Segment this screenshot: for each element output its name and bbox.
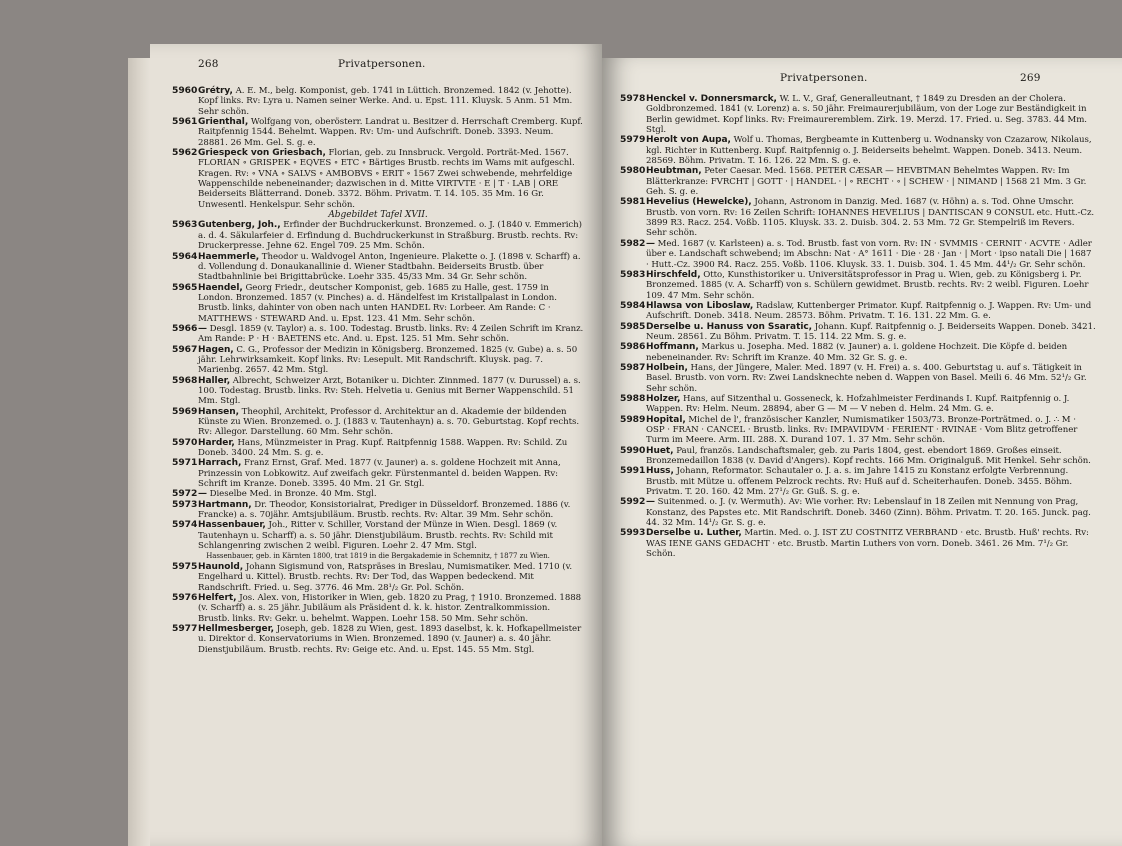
entry-text: Theodor u. Waldvogel Anton, Ingenieure. Plakette o. J. (1898 v. Scharff) a. d. Vollendung d. Donaukanallinie d. Wiener Stadtbahn. Beiderseits Brustb. über Stadtbahnlinie bei Brigittabrücke. Loehr 335. 45/33 Mm. 34 Gr. Sehr schön.	[198, 251, 581, 283]
page-number-right: 269	[1020, 72, 1041, 84]
entry-name: Holbein,	[646, 362, 688, 373]
entry-text: Wolf u. Thomas, Bergbeamte in Kuttenberg u. Wodnansky von Czazarow, Nikolaus, kgl. Richter in Kuttenberg. Kupf. Raitpfennig o. J. Beiderseits behelmt. Wappen. Doneb. 3413. Neum. 28569. Böhm. Privatm. T. 16. 126. 22 Mm. S. g. e.	[646, 135, 1092, 167]
entry-number: 5985	[620, 320, 646, 332]
catalog-entry	[620, 446, 1096, 467]
entry-name: Harder,	[198, 437, 235, 448]
entry-number: 5966	[172, 322, 198, 334]
entry-number: 5978	[620, 93, 646, 104]
catalog-entry	[172, 220, 584, 251]
entry-number: 5972	[172, 488, 198, 500]
entry-name: Derselbe u. Luther,	[646, 528, 742, 539]
entry-number: 5987	[620, 361, 646, 373]
entry-number: 5968	[172, 374, 198, 386]
entry-number: 5971	[172, 457, 198, 469]
entry-name: —	[646, 497, 655, 508]
entry-text: Wolfgang von, oberösterr. Landrat u. Besitzer d. Herrschaft Cremberg. Kupf. Raitpfennig 1544. Behelmt. Wappen. Rv: Um- und Aufschrift. Doneb. 3393. Neum. 28881. 26 Mm. Gel. S. g. e.	[198, 117, 583, 148]
catalog-entry	[620, 528, 1096, 559]
entry-name: —	[646, 238, 655, 249]
entry-name: Harrach,	[198, 458, 242, 469]
entry-name: Derselbe u. Hanuss von Ssaratic,	[646, 321, 813, 332]
entry-name: Hartmann,	[198, 499, 252, 510]
entry-number: 5961	[172, 116, 198, 128]
entry-number: 5981	[620, 196, 646, 208]
entry-number: 5962	[172, 147, 198, 159]
entry-text: Peter Caesar. Med. 1568. PETER CÆSAR — HEVBTMAN Behelmtes Wappen. Rv: Im Blätterkranze: FVRCHT | GOTT · | HANDEL · | ∘ RECHT · ∘ | SCHEW · | NIMAND | 1568 21 Mm. 3 Gr. Geh. S. g. e.	[646, 166, 1087, 198]
catalog-entry	[172, 117, 584, 148]
catalog-entry	[172, 407, 584, 438]
entry-name: Hellmesberger,	[198, 623, 275, 634]
entry-number: 5979	[620, 134, 646, 146]
catalog-entry	[172, 489, 584, 499]
catalog-entry	[172, 345, 584, 376]
entry-name: Hansen,	[198, 406, 239, 417]
entry-text: Erfinder der Buchdruckerkunst. Bronzemed. o. J. (1840 v. Emmerich) a. d. 4. Säkularfeier d. Erfindung d. Buchdruckerkunst in Straßburg. Brustb. rechts. Rv: Druckerpresse. Jehne 62. Engel 709. 25 Mm. Schön.	[198, 220, 582, 252]
entry-name: Hassenbauer,	[198, 520, 266, 531]
catalog-entry	[620, 322, 1096, 343]
entry-number: 5974	[172, 519, 198, 531]
entry-name: Hagen,	[198, 344, 234, 355]
entry-text: Radslaw, Kuttenberger Primator. Kupf. Raitpfennig o. J. Wappen. Rv: Um- und Aufschrift. Doneb. 3418. Neum. 28573. Böhm. Privatm. T. 16. 131. 22 Mm. G. e.	[646, 300, 1092, 322]
entry-name: Griespeck von Griesbach,	[198, 148, 326, 159]
entry-text: Paul, französ. Landschaftsmaler, geb. zu Paris 1804, gest. ebendort 1869. Großes einseit. Bronzemedaillon 1838 (v. David d'Angers). Kopf rechts. 166 Mm. Originalguß. Mit Henkel. Sehr schön.	[646, 445, 1091, 467]
entry-text: Hans, auf Sitzenthal u. Gosseneck, k. Hofzahlmeister Ferdinands I. Kupf. Raitpfennig o. J. Wappen. Rv: Helm. Neum. 28894, aber G — M — V neben d. Helm. 24 Mm. G. e.	[646, 393, 1070, 415]
entry-text: Georg Friedr., deutscher Komponist, geb. 1685 zu Halle, gest. 1759 in London. Bronzemed. 1857 (v. Pinches) a. d. Händelfest im Kristallpalast in London. Brustb. links, dahinter von oben nach unten HANDEL Rv: Lorbeer. Am Rande: C · MATTHEWS · STEWARD And. u. Epst. 123. 41 Mm. Sehr schön.	[198, 282, 557, 324]
entry-text: Desgl. 1859 (v. Taylor) a. s. 100. Todestag. Brustb. links. Rv: 4 Zeilen Schrift im Kranz. Am Rande: P · H · BAETENS etc. And. u. Epst. 125. 51 Mm. Sehr schön.	[198, 323, 584, 345]
entry-name: Haendel,	[198, 282, 243, 293]
entry-name: Grienthal,	[198, 117, 249, 128]
entry-number: 5975	[172, 560, 198, 572]
entry-text: Hans, der Jüngere, Maler. Med. 1897 (v. H. Frei) a. s. 400. Geburtstag u. auf s. Tätigkeit in Basel. Brustb. von vorn. Rv: Zwei Landsknechte neben d. Wappen von Basel. Meili 6. 46 Mm. 52¹/₂ Gr. Sehr schön.	[646, 362, 1087, 394]
entry-text: Albrecht, Schweizer Arzt, Botaniker u. Dichter. Zinnmed. 1877 (v. Durussel) a. s. 100. Todestag. Brustb. links. Rv: Steh. Helvetia u. Genius mit Berner Wappenschild. 51 Mm. Stgl.	[198, 375, 581, 407]
entry-number: 5960	[172, 85, 198, 96]
entry-number: 5977	[172, 622, 198, 634]
catalog-entry	[620, 239, 1096, 270]
catalog-entry	[620, 166, 1096, 197]
catalog-entry	[172, 562, 584, 593]
entry-name: Gutenberg, Joh.,	[198, 220, 281, 231]
catalog-entry	[620, 497, 1096, 528]
entry-number: 5991	[620, 465, 646, 477]
entry-name: Hirschfeld,	[646, 269, 701, 280]
catalog-entry	[620, 270, 1096, 301]
entry-name: Haemmerle,	[198, 251, 260, 262]
catalog-entry	[620, 197, 1096, 238]
entry-number: 5963	[172, 219, 198, 231]
entry-name: —	[198, 323, 207, 334]
entry-name: Helfert,	[198, 592, 237, 603]
catalog-entry	[172, 500, 584, 521]
catalog-entry	[172, 148, 584, 210]
entry-text: Theophil, Architekt, Professor d. Architektur an d. Akademie der bildenden Künste zu Wien. Bronzemed. o. J. (1883 v. Tautenhayn) a. s. 70. Geburtstag. Kopf rechts. Rv: Allegor. Darstellung. 60 Mm. Sehr schön.	[198, 406, 580, 438]
entry-number: 5973	[172, 498, 198, 510]
entry-text: Johann Sigismund von, Ratspräses in Breslau, Numismatiker. Med. 1710 (v. Engelhard u. Kittel). Brustb. rechts. Rv: Der Tod, das Wappen bedeckend. Mit Randschrift. Fried. u. Seg. 3776. 46 Mm. 28¹/₂ Gr. Pol. Schön.	[198, 561, 573, 593]
entry-name: Grétry,	[198, 86, 233, 96]
catalog-entry	[620, 466, 1096, 497]
entry-name: Herolt von Aupa,	[646, 135, 731, 146]
entry-name: Hlawsa von Liboslaw,	[646, 300, 754, 311]
running-head-left: Privatpersonen.	[338, 58, 426, 70]
catalog-entry	[172, 283, 584, 324]
catalog-entry	[620, 363, 1096, 394]
page-number-left: 268	[198, 58, 219, 70]
catalog-entry	[620, 342, 1096, 363]
catalog-entry	[172, 252, 584, 283]
entry-number: 5980	[620, 165, 646, 177]
entry-name: Holzer,	[646, 393, 681, 404]
catalog-entry	[620, 94, 1096, 135]
entry-name: Haller,	[198, 375, 231, 386]
entry-list-left	[172, 86, 584, 655]
entry-name: Huss,	[646, 466, 674, 477]
catalog-entry	[172, 438, 584, 459]
entry-name: Henckel v. Donnersmarck,	[646, 94, 777, 104]
catalog-entry	[620, 135, 1096, 166]
catalog-entry	[172, 86, 584, 117]
entry-text: Johann, Reformator. Schautaler o. J. a. s. im Jahre 1415 zu Konstanz erfolgte Verbrennung. Brustb. mit Mütze u. offenem Pelzrock rechts. Rv: Huß auf d. Scheiterhaufen. Doneb. 3455. Böhm. Privatm. T. 20. 160. 42 Mm. 27¹/₂ Gr. Guß. S. g. e.	[646, 466, 1073, 498]
entry-number: 5992	[620, 496, 646, 508]
entry-text: W. L. V., Graf, Generalleutnant, † 1849 zu Dresden an der Cholera. Goldbronzemed. 1841 (v. Lorenz) a. s. 50 jähr. Freimaurerjubiläum, von der Loge zur Beständigkeit in Berlin gewidmet. Kopf links. Rv: Freimaureremblem. Zirk. 19. Merzd. 17. Fried. u. Seg. 3783. 44 Mm. Stgl.	[646, 94, 1087, 136]
catalog-entry	[620, 301, 1096, 322]
entry-text: Jos. Alex. von, Historiker in Wien, geb. 1820 zu Prag, † 1910. Bronzemed. 1888 (v. Scharff) a. s. 25 jähr. Jubiläum als Präsident d. k. k. histor. Zentralkommission. Brustb. links. Rv: Gekr. u. behelmt. Wappen. Loehr 158. 50 Mm. Sehr schön.	[198, 592, 582, 624]
entry-text: C. G., Professor der Medizin in Königsberg. Bronzemed. 1825 (v. Gube) a. s. 50 jähr. Lehrwirksamkeit. Kopf links. Rv: Lesepult. Mit Randschrift. Kluysk. pag. 7. Marienbg. 2657. 42 Mm. Stgl.	[198, 344, 578, 376]
catalog-entry	[172, 624, 584, 655]
entry-list-right	[620, 94, 1096, 559]
entry-text: Michel de l', französischer Kanzler, Numismatiker 1503/73. Bronze-Porträtmed. o. J. ∴ M · OSP · FRAN · CANCEL · Brustb. links. Rv: IMPAVIDVM · FERIENT · RVINAE · Vom Blitz getroffener Turm im Meere. Arm. III. 288. X. Durand 107. 1. 37 Mm. Sehr schön.	[646, 414, 1078, 446]
right-page	[602, 58, 1122, 846]
catalog-entry	[172, 324, 584, 345]
page-edge	[128, 58, 150, 846]
catalog-entry	[172, 520, 584, 551]
left-page	[150, 44, 602, 846]
entry-number: 5989	[620, 413, 646, 425]
entry-number: 5965	[172, 281, 198, 293]
entry-number: 5970	[172, 436, 198, 448]
entry-text: Hans, Münzmeister in Prag. Kupf. Raitpfennig 1588. Wappen. Rv: Schild. Zu Doneb. 3400. 24 Mm. S. g. e.	[198, 437, 568, 459]
entry-number: 5982	[620, 237, 646, 249]
entry-text: Franz Ernst, Graf. Med. 1877 (v. Jauner) a. s. goldene Hochzeit mit Anna, Prinzessin von Lobkowitz. Auf zweifach gekr. Fürstenmantel d. beiden Wappen. Rv: Schrift im Kranze. Doneb. 3395. 40 Mm. 21 Gr. Stgl.	[198, 458, 561, 490]
entry-text: Johann, Astronom in Danzig. Med. 1687 (v. Höhn) a. s. Tod. Ohne Umschr. Brustb. von vorn. Rv: 16 Zeilen Schrift: IOHANNES HEVELIUS | DANTISCAN 9 CONSUL etc. Hutt.-Cz. 3899 R3. Racz. 254. Voßb. 1105. Kluysk. 33. 2. Duisb. 304. 2. 53 Mm. 72 Gr. Stempelriß im Revers. Sehr schön.	[646, 197, 1095, 239]
entry-number: 5983	[620, 268, 646, 280]
entry-number: 5993	[620, 527, 646, 539]
entry-text: Markus u. Josepha. Med. 1882 (v. Jauner) a. i. goldene Hochzeit. Die Köpfe d. beiden nebeneinander. Rv: Schrift im Kranze. 40 Mm. 32 Gr. S. g. e.	[646, 342, 1068, 363]
catalog-entry	[620, 415, 1096, 446]
entry-text: Dieselbe Med. in Bronze. 40 Mm. Stgl.	[206, 489, 377, 500]
entry-name: —	[198, 489, 207, 500]
entry-text: Johann. Kupf. Raitpfennig o. J. Beiderseits Wappen. Doneb. 3421. Neum. 28561. Zu Böhm. Privatm. T. 15. 114. 22 Mm. S. g. e.	[646, 321, 1096, 342]
entry-text: Joh., Ritter v. Schiller, Vorstand der Münze in Wien. Desgl. 1869 (v. Tautenhayn u. Scharff) a. s. 50 jähr. Dienstjubiläum. Brustb. rechts. Rv: Schild mit Schlangenring zwischen 2 weibl. Figuren. Loehr 2. 47 Mm. Stgl.	[198, 520, 558, 552]
entry-text: Joseph, geb. 1828 zu Wien, gest. 1893 daselbst, k. k. Hofkapellmeister u. Direktor d. Konservatoriums in Wien. Bronzemed. 1890 (v. Jauner) a. s. 40 jähr. Dienstjubiläum. Brustb. rechts. Rv: Geige etc. And. u. Epst. 145. 55 Mm. Stgl.	[198, 623, 582, 655]
entry-text: Florian, geb. zu Innsbruck. Vergold. Porträt-Med. 1567. FLORIAN ∘ GRISPEK ∘ EQVES ∘ ETC ∘ Bärtiges Brustb. rechts im Wams mit aufgeschl. Kragen. Rv: ∘ VNA ∘ SALVS ∘ AMBOBVS ∘ ERIT ∘ 1567 Zwei schwebende, mehrfeldige Wappenschilde nebeneinander; dazwischen in d. Mitte VIRTVTE · E | T · LAB | ORE Beiderseits Blätterrand. Doneb. 3372. Böhm. Privatm. T. 14. 105. 35 Mm. 16 Gr. Unwesentl. Henkelspur. Sehr schön.	[198, 148, 575, 210]
entry-number: 5988	[620, 392, 646, 404]
entry-text: Med. 1687 (v. Karlsteen) a. s. Tod. Brustb. fast von vorn. Rv: IN · SVMMIS · CERNIT · ACVTE · Adler über e. Landschaft schwebend; im Abschn: Nat · A° 1611 · Die · 28 · Jan · | Mort · ipso natali Die | 1687 · Hutt.-Cz. 3900 R4. Racz. 255. Voßb. 1106. Kluysk. 33. 1. Duisb. 304. 1. 45 Mm. 44¹/₂ Gr. Sehr schön.	[646, 238, 1092, 270]
entry-text: Martin. Med. o. J. IST ZU COSTNITZ VERBRAND · etc. Brustb. Huß' rechts. Rv: WAS IENE GANS GEDACHT · etc. Brustb. Martin Luthers von vorn. Doneb. 3461. 26 Mm. 7¹/₂ Gr. Schön.	[646, 528, 1089, 560]
entry-text: Suitenmed. o. J. (v. Wermuth). Av: Wie vorher. Rv: Lebenslauf in 18 Zeilen mit Nennung von Prag, Konstanz, des Papstes etc. Mit Randschrift. Doneb. 3460 (Zinn). Böhm. Privatm. T. 20. 165. Junck. pag. 44. 32 Mm. 14¹/₂ Gr. S. g. e.	[646, 497, 1091, 529]
footnote: Hassenbauer, geb. in Kärnten 1800, trat 1819 in die Bergakademie in Schemnitz, † 1877 zu Wien.	[206, 552, 550, 561]
entry-number: 5984	[620, 299, 646, 311]
entry-name: Haunold,	[198, 561, 244, 572]
catalog-entry	[620, 394, 1096, 415]
entry-name: Heubtman,	[646, 166, 702, 177]
entry-number: 5969	[172, 405, 198, 417]
entry-text: Dr. Theodor, Konsistorialrat, Prediger in Düsseldorf. Bronzemed. 1886 (v. Francke) a. s. 70jähr. Amtsjubiläum. Brustb. rechts. Rv: Altar. 39 Mm. Sehr schön.	[198, 499, 571, 521]
catalog-entry	[172, 593, 584, 624]
entry-text: A. E. M., belg. Komponist, geb. 1741 in Lüttich. Bronzemed. 1842 (v. Jehotte). Kopf links. Rv: Lyra u. Namen seiner Werke. And. u. Epst. 111. Kluysk. 5 Anm. 51 Mm. Sehr schön.	[198, 86, 573, 117]
entry-name: Hoffmann,	[646, 342, 699, 353]
entry-name: Huet,	[646, 445, 674, 456]
catalog-entry	[172, 376, 584, 407]
entry-number: 5967	[172, 343, 198, 355]
running-head-right: Privatpersonen.	[780, 72, 868, 84]
entry-number: 5990	[620, 444, 646, 456]
entry-number: 5976	[172, 591, 198, 603]
entry-text: Otto, Kunsthistoriker u. Universitätsprofessor in Prag u. Wien, geb. zu Königsberg i. Pr. Bronzemed. 1885 (v. A. Scharff) von s. Schülern gewidmet. Brustb. rechts. Rv: 2 weibl. Figuren. Loehr 109. 47 Mm. Sehr schön.	[646, 269, 1089, 301]
entry-number: 5986	[620, 341, 646, 353]
catalog-entry	[172, 458, 584, 489]
entry-name: Hopital,	[646, 414, 686, 425]
entry-name: Hevelius (Hewelcke),	[646, 197, 752, 208]
plate-caption: Abgebildet Tafel XVII.	[328, 210, 428, 221]
entry-number: 5964	[172, 250, 198, 262]
